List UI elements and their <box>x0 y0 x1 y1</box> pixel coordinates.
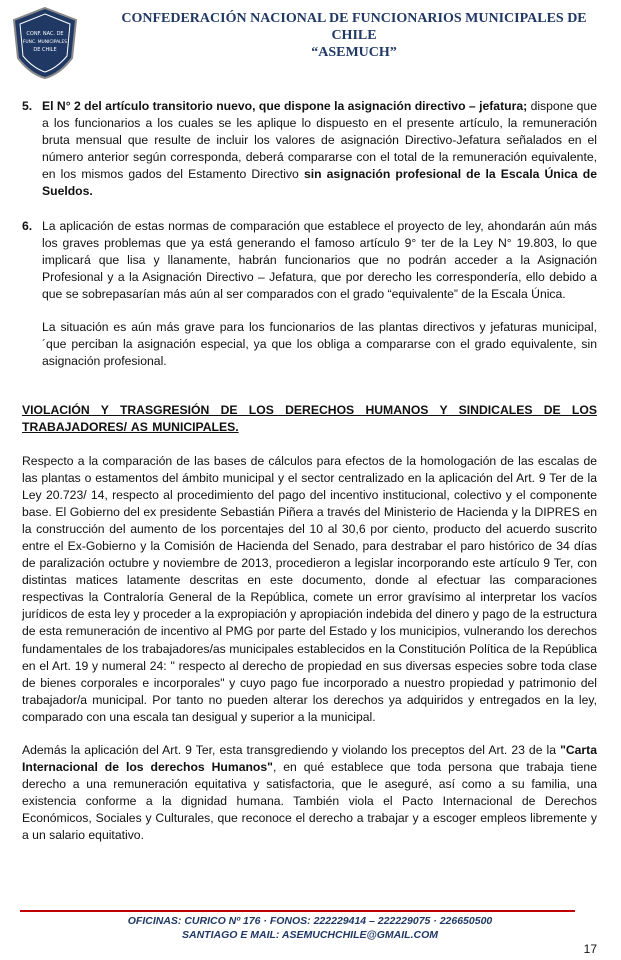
page-number: 17 <box>583 942 597 956</box>
asemuch-logo <box>10 6 80 80</box>
logo-text-1: CONF. NAC. DE <box>26 31 64 37</box>
paragraph-text: Además la aplicación del Art. 9 Ter, esta transgrediendo y violando los preceptos del Art. 23 de la <box>22 743 561 757</box>
item-body-text: dispone que a los funcionarios a los cuales se les aplique lo dispuesto en el presente artículo, la remuneración bruta mensual que resulte de incluir los valores de asignación Directivo-Jefatura señalados en el número anterior según corresponda, deberá compararse con el total de la remuneración equivalente, en los mismos gados del Estamento Directivo <box>42 99 597 182</box>
footer-divider <box>20 910 575 912</box>
item-number: 5. <box>22 99 33 113</box>
document-header <box>100 10 608 61</box>
logo-text-2: FUNC. MUNICIPALES <box>22 40 68 45</box>
footer <box>20 914 600 942</box>
document-body <box>22 98 597 845</box>
item-bold-intro: El N° 2 del artículo transitorio nuevo, que dispone la asignación directivo – jefatura; <box>42 99 528 113</box>
logo-text-3: DE CHILE <box>33 47 57 53</box>
item-text: La aplicación de estas normas de comparación que establece el proyecto de ley, ahondarán aún más los graves problemas que ya está generando el famoso artículo 9° ter de la Ley N° 19.803, lo que implicará que lisa y llanamente, habrán funcionarios que no podrán acceder a la Asignación Profesional y a la Asignación Directivo – Jefatura, que por derecho les correspondería, ello debido a que se sobrepasarían más aún al ser comparados con el grado “equivalente” de la Escala Única. <box>42 218 597 301</box>
list-item-5 <box>22 98 597 201</box>
section-title: VIOLACIÓN Y TRASGRESIÓN DE LOS DERECHOS HUMANOS Y SINDICALES DE LOS TRABAJADORES/ AS MUNICIPALES. <box>22 403 597 435</box>
header-subtitle: “ASEMUCH” <box>311 45 397 60</box>
header-title: CONFEDERACIÓN NACIONAL DE FUNCIONARIOS MUNICIPALES DE CHILE <box>121 11 587 43</box>
item-number: 6. <box>22 218 33 233</box>
item-text <box>42 98 597 201</box>
section-paragraph-2 <box>22 742 597 845</box>
footer-email: SANTIAGO E MAIL: ASEMUCHCHILE@GMAIL.COM <box>181 929 438 941</box>
paragraph-bold-quote: "Carta Internacional de los derechos Humanos" <box>22 743 597 775</box>
footer-address: OFICINAS: CURICO Nº 176 · FONOS: 222229414 – 222229075 · 226650500 <box>127 915 493 927</box>
paragraph-text: , en qué establece que toda persona que trabaja tiene derecho a una remuneración equitativa y satisfactoria, que le aseguré, así como a su familia, una existencia conforme a la dignidad humana. También viola el Pacto Internacional de Derechos Económicos, Sociales y Culturales, que reconoce el derecho a trabajar y a escoger empleos libremente y a un salario equitativo. <box>22 760 597 843</box>
item6-followup-paragraph: La situación es aún más grave para los funcionarios de las plantas directivos y jefaturas municipal, ´que perciban la asignación especial, ya que los obliga a compararse con el grado equivalente, sin asignación profesional. <box>42 320 597 369</box>
section-paragraph-1: Respecto a la comparación de las bases de cálculos para efectos de la homologación de las escalas de las plantas o estamentos del ámbito municipal y el sector centralizado en la aplicación del Art. 9 Ter de la Ley 20.723/ 14, respecto al procedimiento del pago del incentivo institucional, colectivo y el componente base. El Gobierno del ex presidente Sebastián Piñera a través del Ministerio de Hacienda y la DIPRES en la construcción del aumento de los porcentajes del 10 al 30,6 por ciento, producto del acuerdo suscrito entre el Ex-Gobierno y la Comisión de Hacienda del Senado, para destrabar el paro histórico de 34 días de paralización octubre y noviembre de 2013, procedieron a legislar incorporando este artículo 9 Ter, con distintas matices latamente descritas en este documento, donde al efectuar las comparaciones respectivas la Contraloría General de la República, comete un error gravísimo al interpretar los vacíos jurídicos de esta ley y proceder a la expropiación y apropiación indebida del dinero y pago de la estructura de esta remuneración de incentivo al PMG por parte del Estado y los municipios, vulnerando los derechos fundamentales de los trabajadores/as municipales establecidos en la Constitución Política de la República en el Art. 19 y numeral 24: " respecto al derecho de propiedad en sus diversas especies sobre toda clase de bienes corporales e incorporales" y cuyo pago fue incorporado a nuestro propiedad y patrimonio del trabajador/a municipal. Por tanto no pueden alterar los derechos ya adquiridos y entregados en la ley, comparado con una escala tan desigual y superior a la municipal. <box>22 453 597 724</box>
item-bold-end: sin asignación profesional de la Escala Única de Sueldos. <box>42 167 598 199</box>
list-item-6 <box>22 218 597 303</box>
